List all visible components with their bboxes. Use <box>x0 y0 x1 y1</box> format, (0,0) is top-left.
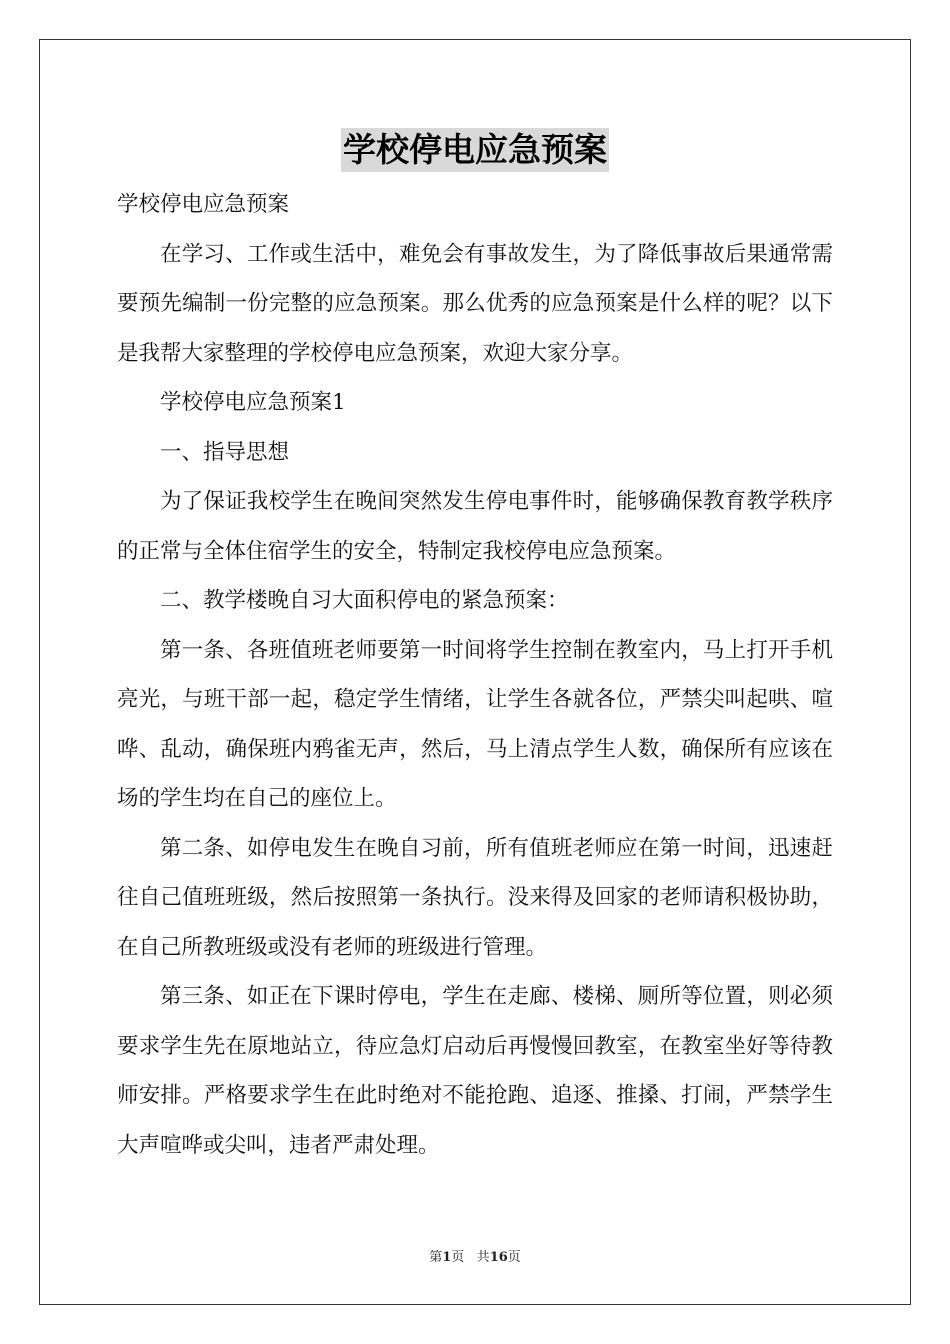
paragraph-article-3: 第三条、如正在下课时停电，学生在走廊、楼梯、厕所等位置，则必须要求学生先在原地站立，待应急灯启动后再慢慢回教室，在教室坐好等待教师安排。严格要求学生在此时绝对不能抢跑、追逐、推搡、打闹，严禁学生大声喧哗或尖叫，违者严肃处理。 <box>117 984 833 1158</box>
document-title: 学校停电应急预案 <box>341 128 609 172</box>
paragraph-article-2: 第二条、如停电发生在晚自习前，所有值班老师应在第一时间，迅速赶往自己值班班级，然后按照第一条执行。没来得及回家的老师请积极协助，在自己所教班级或没有老师的班级进行管理。 <box>117 835 833 960</box>
paragraph-intro: 在学习、工作或生活中，难免会有事故发生，为了降低事故后果通常需要预先编制一份完整的应急预案。那么优秀的应急预案是什么样的呢？以下是我帮大家整理的学校停电应急预案，欢迎大家分享。 <box>117 241 833 366</box>
footer-total-pages: 16 <box>489 1250 508 1265</box>
document-subtitle: 学校停电应急预案 <box>117 192 290 217</box>
paragraph-article-1: 第一条、各班值班老师要第一时间将学生控制在教室内，马上打开手机亮光，与班干部一起，稳定学生情绪，让学生各就各位，严禁尖叫起哄、喧哗、乱动，确保班内鸦雀无声，然后，马上清点学生人数，确保所有应该在场的学生均在自己的座位上。 <box>117 637 833 811</box>
paragraph-guiding-idea: 为了保证我校学生在晚间突然发生停电事件时，能够确保教育教学秩序的正常与全体住宿学生的安全，特制定我校停电应急预案。 <box>117 489 833 564</box>
page-footer <box>0 1246 950 1265</box>
footer-page-prefix: 第 <box>429 1250 443 1265</box>
footer-page-suffix: 页 <box>451 1250 465 1265</box>
title-container <box>0 128 950 172</box>
footer-total-prefix: 共 <box>476 1250 490 1265</box>
section-heading-emergency-plan: 二、教学楼晚自习大面积停电的紧急预案： <box>160 588 569 613</box>
document-body <box>117 180 833 1170</box>
footer-total-suffix: 页 <box>507 1250 521 1265</box>
footer-page-number: 1 <box>442 1250 452 1265</box>
section-heading-guiding-idea: 一、指导思想 <box>160 439 290 465</box>
section-heading-plan-1: 学校停电应急预案1 <box>160 390 346 415</box>
